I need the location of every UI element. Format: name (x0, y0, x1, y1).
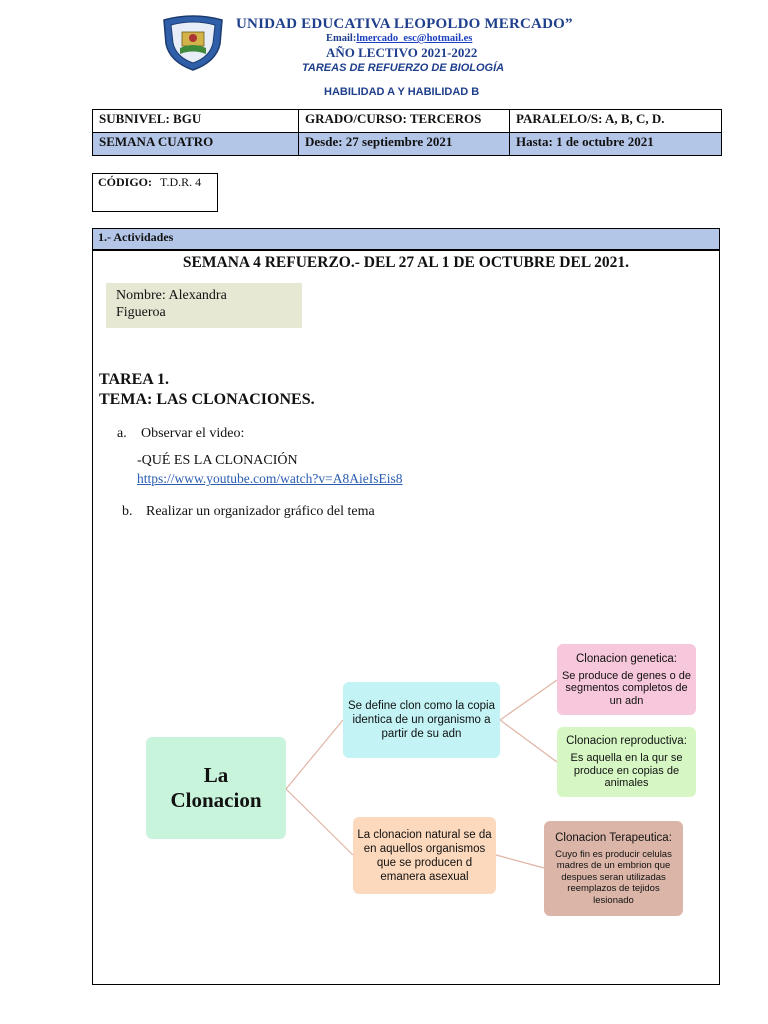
organizer-reproductive-node (557, 727, 696, 797)
therapeutic-text: Cuyo fin es producir celulas madres de un embrion que despues seran utilizadas reemplazos de tejidos lesionado (555, 848, 672, 906)
school-name: UNIDAD EDUCATIVA LEOPOLDO MERCADO” (236, 16, 573, 32)
info-cell: SEMANA CUATRO (93, 133, 299, 156)
item-b-label: b. (122, 504, 133, 519)
organizer-genetic-node (557, 644, 696, 715)
student-name-line2: Figueroa (116, 305, 166, 320)
info-cell: GRADO/CURSO: TERCEROS (299, 110, 510, 133)
student-name-line1: Nombre: Alexandra (116, 288, 227, 303)
item-b-text: Realizar un organizador gráfico del tema (146, 504, 375, 519)
natural-text: La clonacion natural se da en aquellos organismos que se producen d emanera asexual (357, 828, 492, 883)
subject-title: TAREAS DE REFUERZO DE BIOLOGÍA (302, 62, 505, 74)
reproductive-text: Es aquella en la qur se produce en copias de animales (570, 752, 683, 790)
school-year: AÑO LECTIVO 2021-2022 (326, 45, 478, 60)
connector-natural-therapeutic (496, 855, 544, 868)
code-value: T.D.R. 4 (160, 175, 202, 189)
info-cell: Desde: 27 septiembre 2021 (299, 133, 510, 156)
definition-text: Se define clon como la copia identica de un organismo a partir de su adn (347, 700, 496, 740)
connector-main-definition (286, 720, 343, 789)
email-label: Email: (326, 33, 357, 44)
reproductive-title: Clonacion reproductiva: (566, 735, 687, 748)
video-link[interactable]: https://www.youtube.com/watch?v=A8AieIsEis8 (137, 471, 403, 486)
main-node-line2: Clonacion (170, 788, 262, 812)
item-a-label: a. (117, 426, 127, 441)
organizer-natural-node (353, 817, 496, 894)
connector-main-natural (286, 789, 353, 855)
task-title: TAREA 1. (99, 371, 169, 388)
week-title: SEMANA 4 REFUERZO.- DEL 27 AL 1 DE OCTUBRE DEL 2021. (182, 254, 630, 271)
organizer-main-node (146, 737, 286, 839)
video-title: -QUÉ ES LA CLONACIÓN (137, 453, 298, 468)
connector-definition-genetic (500, 680, 557, 720)
organizer-therapeutic-node (544, 821, 683, 916)
info-cell: SUBNIVEL: BGU (93, 110, 299, 133)
activities-header: 1.- Actividades (92, 228, 720, 250)
code-label: CÓDIGO: (98, 175, 152, 189)
genetic-title: Clonacion genetica: (575, 652, 677, 665)
therapeutic-title: Clonacion Terapeutica: (555, 831, 672, 844)
info-cell: Hasta: 1 de octubre 2021 (510, 133, 722, 156)
email-link[interactable]: lmercado_esc@hotmail.es (356, 33, 473, 44)
ability-title: HABILIDAD A Y HABILIDAD B (324, 86, 480, 98)
main-node-line1: La (203, 763, 229, 787)
organizer-definition-node (343, 682, 500, 758)
info-cell: PARALELO/S: A, B, C, D. (510, 110, 722, 133)
item-a-text: Observar el video: (141, 426, 245, 441)
genetic-text: Se produce de genes o de segmentos completos de un adn (561, 669, 692, 707)
task-topic: TEMA: LAS CLONACIONES. (99, 391, 315, 408)
connector-definition-reproductive (500, 720, 557, 762)
